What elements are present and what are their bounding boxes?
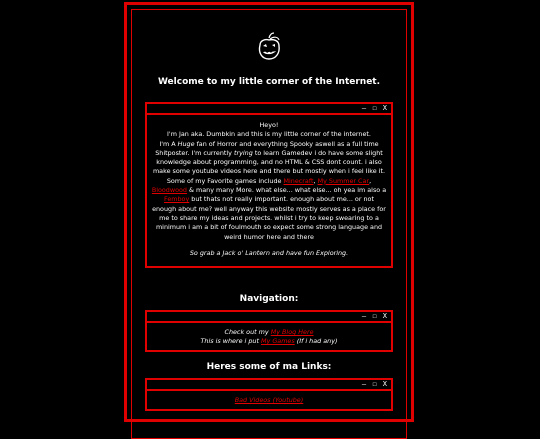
window-controls[interactable]: – ☐ X: [361, 104, 388, 112]
links-heading: Heres some of ma Links:: [206, 362, 332, 372]
welcome-heading: Welcome to my little corner of the Internet.: [157, 77, 381, 87]
main-column: [124, 2, 414, 422]
pumpkin-icon: [252, 31, 286, 65]
pumpkin-logo: [127, 31, 411, 65]
games-link[interactable]: My Games: [261, 337, 295, 345]
window-controls[interactable]: – ☐ X: [361, 380, 388, 388]
game-link-minecraft[interactable]: Minecraft: [283, 176, 314, 185]
links-window: [145, 378, 393, 411]
links-window-body: [147, 391, 391, 409]
about-greeting: Heyo!: [259, 121, 279, 129]
navigation-window-titlebar: [147, 312, 391, 323]
about-closing: So grab a Jack o' Lantern and have fun Exploring.: [189, 248, 349, 257]
navigation-window-body: [147, 323, 391, 350]
nav-games-line: This is where i put My Games (If i had any): [200, 337, 338, 345]
about-window-titlebar: [147, 104, 391, 115]
game-link-bloodwood[interactable]: Bloodwood: [151, 186, 187, 195]
window-controls[interactable]: – ☐ X: [361, 312, 388, 320]
about-intro: I'm Jan aka. Dumbkin and this is my little corner of the internet.: [167, 130, 371, 139]
about-text: I'm A Huge fan of Horror and everything Spooky aswell as a full time Shitposter. I'm currently trying to learn Gamedev i do have some slight knowledge about programming, and no HTML & CSS dont count. i also make some youtube videos here and there but mostly when i feel like it. Some of my Favorite games include Minecraft, My Summer Car, Bloodwood & many many More. what else... what else... oh yea im also a Femboy but thats not really important. enough about me... or not enough about me? well anyway this website mostly serves as a place for me to share my ideas and projects. whilst i try to keep swearing to a minimum i am a bit of foulmouth so expect some strong language and weird humor here and there: [151, 139, 387, 241]
femboy-link[interactable]: Femboy: [164, 195, 190, 204]
about-window: [145, 102, 393, 268]
navigation-heading: Navigation:: [239, 294, 299, 304]
links-window-titlebar: [147, 380, 391, 391]
game-link-my-summer-car[interactable]: My Summer Car: [317, 176, 370, 185]
youtube-link[interactable]: Bad Videos (Youtube): [234, 396, 304, 404]
navigation-window: [145, 310, 393, 352]
about-window-body: [147, 115, 391, 266]
blog-link[interactable]: My Blog Here: [270, 328, 314, 336]
nav-blog-line: Check out my My Blog Here: [224, 328, 314, 336]
